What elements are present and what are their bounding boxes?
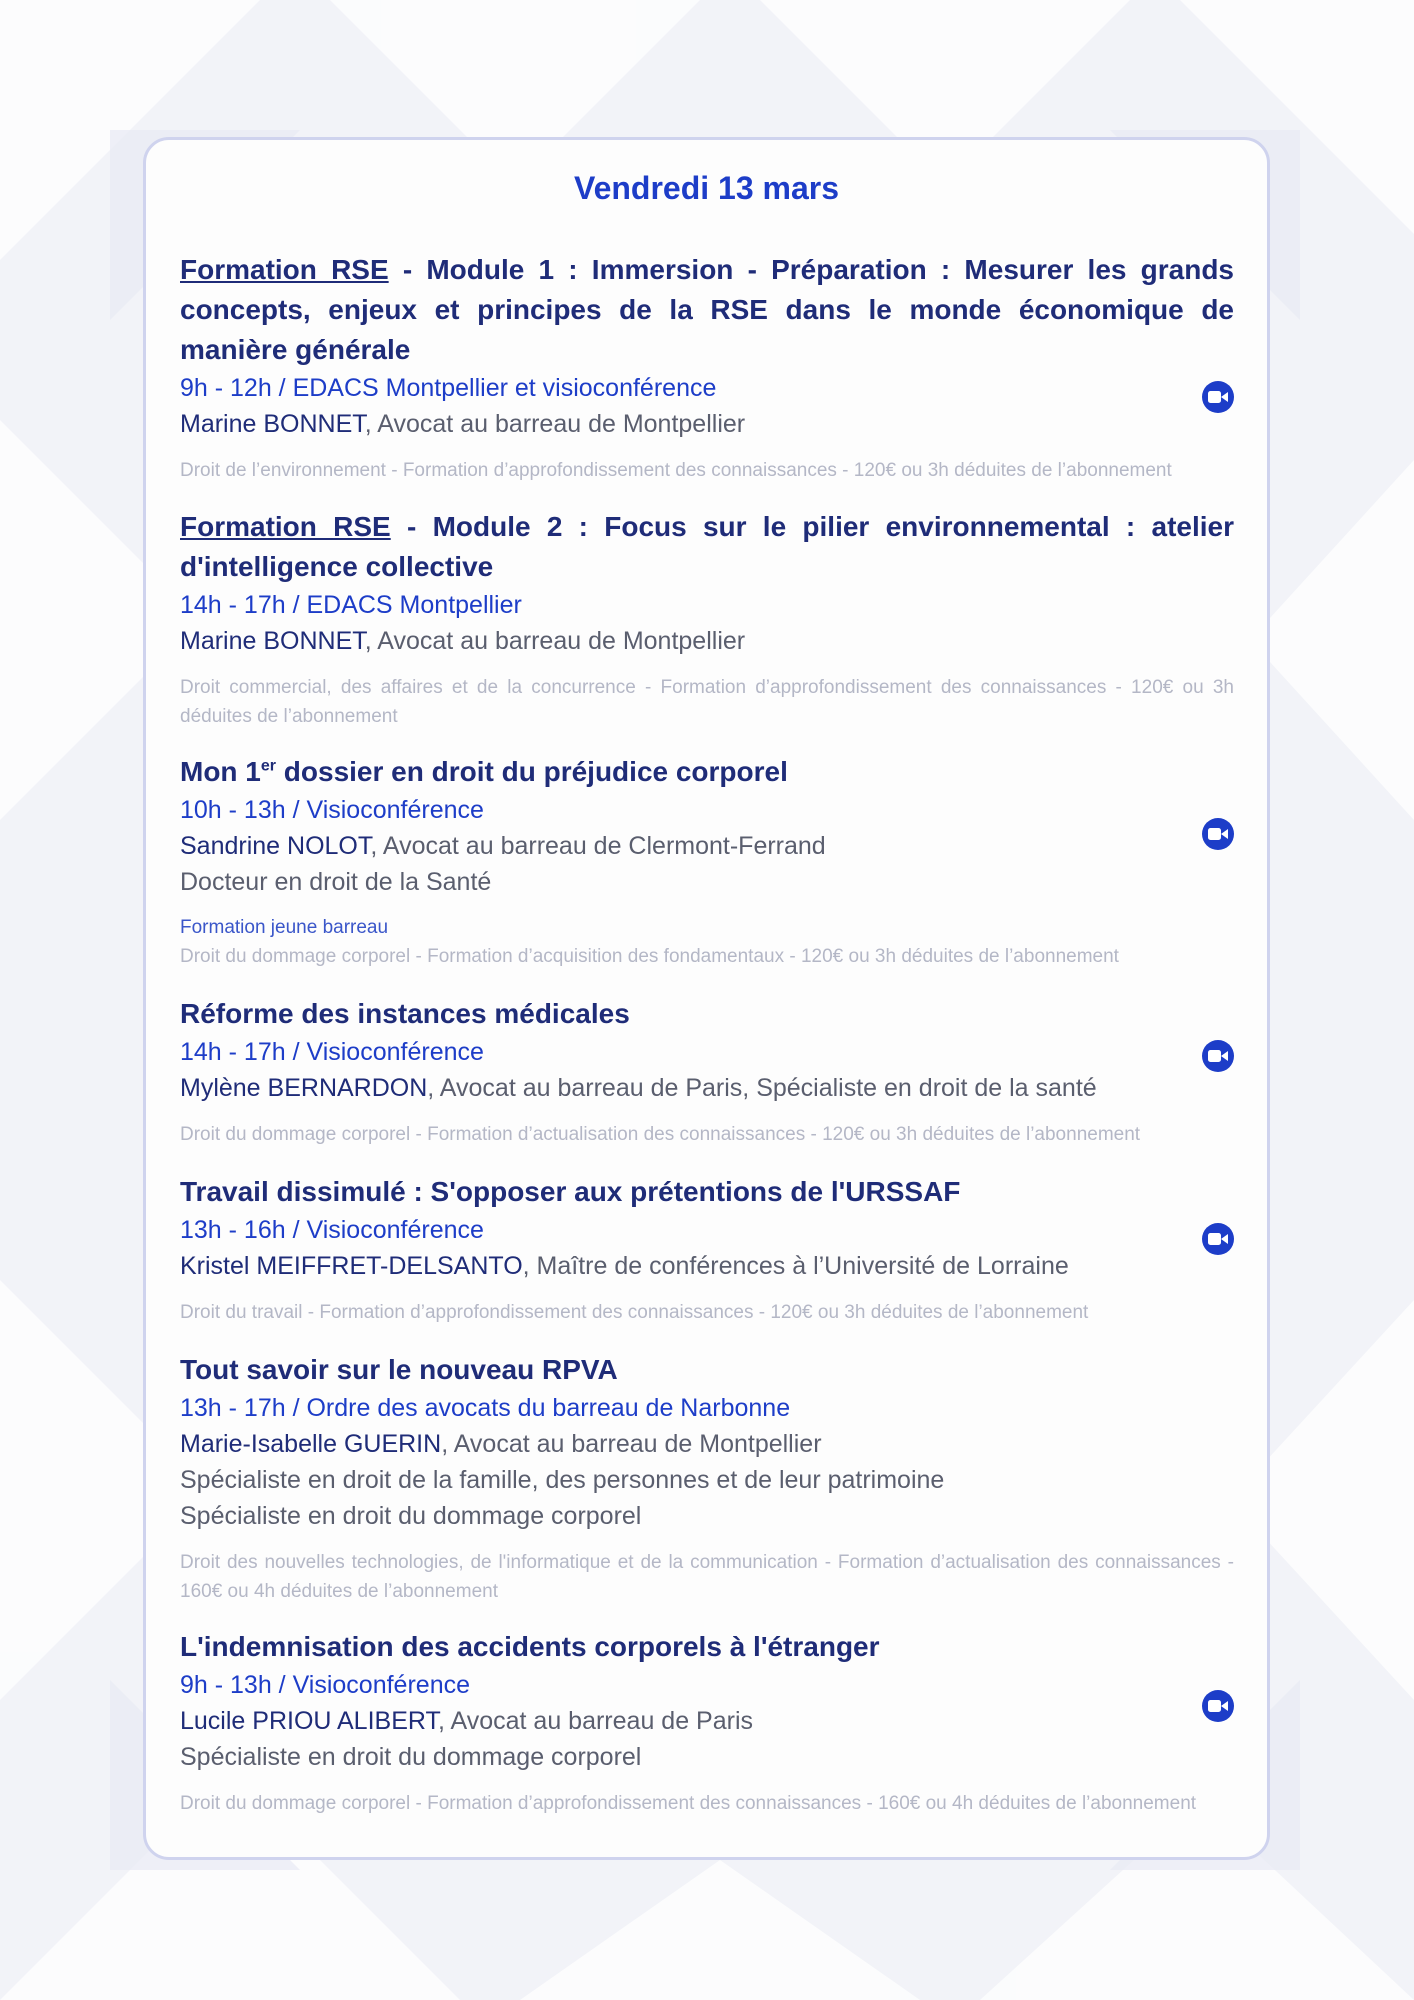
speaker-role: , Avocat au barreau de Clermont-Ferrand: [370, 832, 826, 860]
video-camera-icon: [1202, 1040, 1234, 1072]
session-time: 14h - 17h / Visioconférence: [180, 1038, 484, 1066]
session-tag: Formation jeune barreau: [180, 917, 389, 938]
video-camera-icon: [1202, 1223, 1234, 1255]
session-speaker: [180, 1070, 1234, 1106]
session-title-rest: - Module 1 : Immersion - Préparation : Mesurer les grands concepts, enjeux et principes de la RSE dans le monde économique de manière générale: [180, 254, 1235, 365]
session-title-part: Mon 1: [180, 756, 261, 787]
session-title-sup: er: [260, 757, 277, 775]
speaker-role: , Avocat au barreau de Montpellier: [441, 1430, 822, 1458]
session-title: [180, 250, 1234, 370]
session-title: Travail dissimulé : S'opposer aux prétentions de l'URSSAF: [180, 1176, 961, 1207]
session-meta: Droit du travail - Formation d’approfondissement des connaissances - 120€ ou 3h déduites de l’abonnement: [180, 1302, 1089, 1323]
session-title: L'indemnisation des accidents corporels à l'étranger: [180, 1631, 880, 1662]
speaker-name: Kristel MEIFFRET-DELSANTO: [180, 1252, 523, 1280]
speaker-role: , Avocat au barreau de Montpellier: [364, 410, 746, 438]
schedule-card: [143, 137, 1270, 1860]
speaker-qualification: Spécialiste en droit du dommage corporel: [180, 1502, 642, 1530]
speaker-name: Marie-Isabelle GUERIN: [180, 1430, 442, 1458]
session-title-lead[interactable]: Formation RSE: [180, 254, 389, 285]
session-item: [180, 250, 1234, 485]
session-time: 14h - 17h / EDACS Montpellier: [180, 591, 522, 619]
session-meta: Droit du dommage corporel - Formation d’actualisation des connaissances - 120€ ou 3h déduites de l’abonnement: [180, 1124, 1141, 1145]
session-speaker: [180, 828, 1234, 864]
session-time: 10h - 13h / Visioconférence: [180, 796, 484, 824]
video-camera-icon: [1202, 1690, 1234, 1722]
session-speaker: [180, 1703, 1234, 1739]
session-speaker: [180, 1426, 1234, 1462]
session-title: [180, 752, 1234, 792]
speaker-qualification: Docteur en droit de la Santé: [180, 868, 492, 896]
session-speaker: [180, 406, 1234, 442]
session-meta: Droit du dommage corporel - Formation d’approfondissement des connaissances - 160€ ou 4h déduites de l’abonnement: [180, 1793, 1197, 1814]
session-time: 13h - 17h / Ordre des avocats du barreau de Narbonne: [180, 1394, 791, 1422]
session-time: 13h - 16h / Visioconférence: [180, 1216, 484, 1244]
session-title-part: dossier en droit du préjudice corporel: [276, 756, 788, 787]
session-meta: Droit commercial, des affaires et de la concurrence - Formation d’approfondissement des connaissances - 120€ ou 3h déduites de l’abonnement: [180, 677, 1234, 727]
speaker-role: , Avocat au barreau de Montpellier: [364, 627, 746, 655]
session-speaker: [180, 1248, 1234, 1284]
session-title: [180, 507, 1234, 587]
session-item: [180, 1627, 1234, 1818]
speaker-name: Marine BONNET: [180, 627, 365, 655]
speaker-qualification: Spécialiste en droit du dommage corporel: [180, 1743, 642, 1771]
video-camera-icon: [1202, 818, 1234, 850]
session-meta: Droit du dommage corporel - Formation d’acquisition des fondamentaux - 120€ ou 3h déduites de l’abonnement: [180, 946, 1119, 967]
speaker-role: , Avocat au barreau de Paris, Spécialiste en droit de la santé: [427, 1074, 1097, 1102]
session-meta: Droit des nouvelles technologies, de l'informatique et de la communication - Formation d’actualisation des connaissances - 160€ ou 4h déduites de l’abonnement: [180, 1552, 1234, 1602]
session-item: [180, 752, 1234, 971]
session-meta: Droit de l’environnement - Formation d’approfondissement des connaissances - 120€ ou 3h déduites de l’abonnement: [180, 460, 1172, 481]
session-title: Réforme des instances médicales: [180, 998, 630, 1029]
speaker-name: Lucile PRIOU ALIBERT: [180, 1707, 438, 1735]
speaker-role: , Maître de conférences à l’Université de Lorraine: [522, 1252, 1069, 1280]
session-item: [180, 994, 1234, 1149]
session-title-rest: - Module 2 : Focus sur le pilier environnemental : atelier d'intelligence collective: [180, 511, 1234, 582]
session-title-lead[interactable]: Formation RSE: [180, 511, 391, 542]
speaker-name: Mylène BERNARDON: [180, 1074, 428, 1102]
speaker-name: Marine BONNET: [180, 410, 365, 438]
video-camera-icon: [1202, 381, 1234, 413]
session-time: 9h - 13h / Visioconférence: [180, 1671, 471, 1699]
speaker-role: , Avocat au barreau de Paris: [437, 1707, 753, 1735]
speaker-qualification: Spécialiste en droit de la famille, des personnes et de leur patrimoine: [180, 1466, 945, 1494]
session-title: Tout savoir sur le nouveau RPVA: [180, 1354, 618, 1385]
speaker-name: Sandrine NOLOT: [180, 832, 371, 860]
session-speaker: [180, 623, 1234, 659]
session-time: 9h - 12h / EDACS Montpellier et visioconférence: [180, 374, 717, 402]
day-title: Vendredi 13 mars: [573, 170, 840, 206]
session-item: [180, 507, 1234, 731]
session-item: [180, 1172, 1234, 1327]
session-item: [180, 1350, 1234, 1606]
